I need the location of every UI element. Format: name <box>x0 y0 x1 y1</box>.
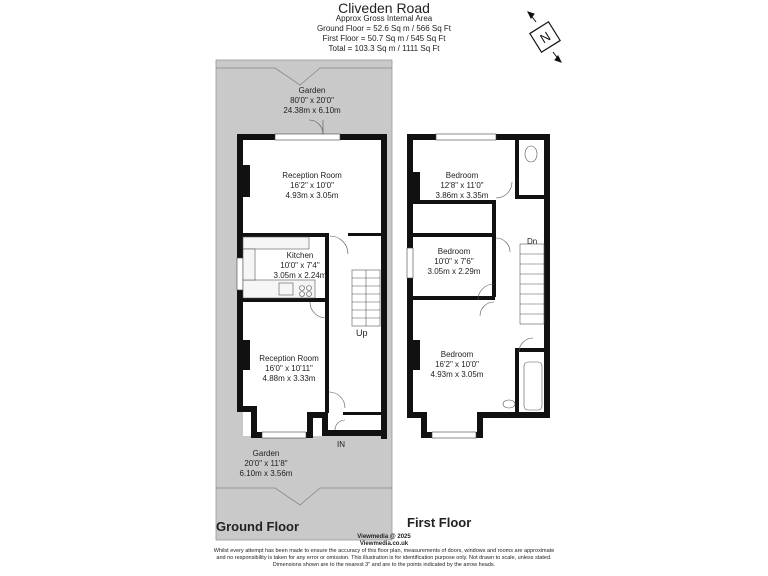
room-name: Garden <box>298 86 326 95</box>
room-imperial: 16'0" x 10'11" <box>265 364 313 373</box>
room-metric: 6.10m x 3.56m <box>239 469 293 478</box>
entrance-label: IN <box>337 440 345 449</box>
room-metric: 4.93m x 3.05m <box>430 370 484 379</box>
room-name: Bedroom <box>440 350 474 359</box>
room-imperial: 12'8" x 11'0" <box>440 181 484 190</box>
room-imperial: 16'2" x 10'0" <box>435 360 479 369</box>
area-summary <box>234 14 534 54</box>
disclaimer-line-1: Whilst every attempt has been made to ensure the accuracy of this floor plan, measurements of doors, windows and rooms are approximate <box>213 548 555 554</box>
ground-floor-area: Ground Floor = 52.6 Sq m / 566 Sq Ft <box>316 24 452 33</box>
room-name: Reception Room <box>259 354 319 363</box>
room-metric: 4.93m x 3.05m <box>285 191 339 200</box>
room-label-kitchen <box>240 251 360 281</box>
room-metric: 4.88m x 3.33m <box>262 374 316 383</box>
room-name: Garden <box>252 449 280 458</box>
brand-name: Viewmedia @ 2025 <box>357 534 411 540</box>
room-imperial: 80'0" x 20'0" <box>290 96 334 105</box>
room-label-bedroom-front <box>414 350 500 380</box>
room-metric: 3.86m x 3.35m <box>435 191 489 200</box>
footer <box>150 534 618 569</box>
room-imperial: 10'0" x 7'4" <box>280 261 320 270</box>
disclaimer-line-3: Dimensions shown are to the nearest 3" and are to the points indicated by the arrow heads. <box>272 562 496 568</box>
total-area: Total = 103.3 Sq m / 1111 Sq Ft <box>328 44 440 53</box>
room-label-reception-rear <box>250 171 374 201</box>
room-metric: 3.05m x 2.24m <box>273 271 327 280</box>
room-imperial: 10'0" x 7'6" <box>434 257 474 266</box>
page-title: Cliveden Road <box>338 0 430 16</box>
ground-floor-heading: Ground Floor <box>216 519 300 534</box>
room-metric: 3.05m x 2.29m <box>427 267 481 276</box>
room-name: Bedroom <box>437 247 471 256</box>
room-label-reception-front <box>240 354 338 384</box>
stairs-down-label: Dn <box>527 237 538 246</box>
room-label-garden-rear <box>250 86 374 116</box>
room-name: Reception Room <box>282 171 342 180</box>
north-arrow-icon <box>530 22 560 52</box>
room-label-garden-front <box>214 449 318 479</box>
room-label-bedroom-rear <box>414 171 510 201</box>
brand-website: Viewmedia.co.uk <box>359 541 409 547</box>
first-floor-area: First Floor = 50.7 Sq m / 545 Sq Ft <box>322 34 446 43</box>
room-imperial: 16'2" x 10'0" <box>290 181 334 190</box>
stairs-up-label: Up <box>356 328 368 338</box>
area-heading: Approx Gross Internal Area <box>335 14 433 23</box>
room-name: Kitchen <box>286 251 314 260</box>
disclaimer-line-2: and no responsibility is taken for any error or omission. This illustration is for identification purpose only. Not drawn to scale, unless stated. <box>216 555 552 561</box>
compass-label: N <box>537 28 554 47</box>
room-imperial: 20'0" x 11'8" <box>244 459 288 468</box>
room-name: Bedroom <box>445 171 479 180</box>
room-metric: 24.38m x 6.10m <box>283 106 341 115</box>
room-label-bedroom-middle <box>414 247 494 277</box>
first-floor-heading: First Floor <box>407 515 472 530</box>
